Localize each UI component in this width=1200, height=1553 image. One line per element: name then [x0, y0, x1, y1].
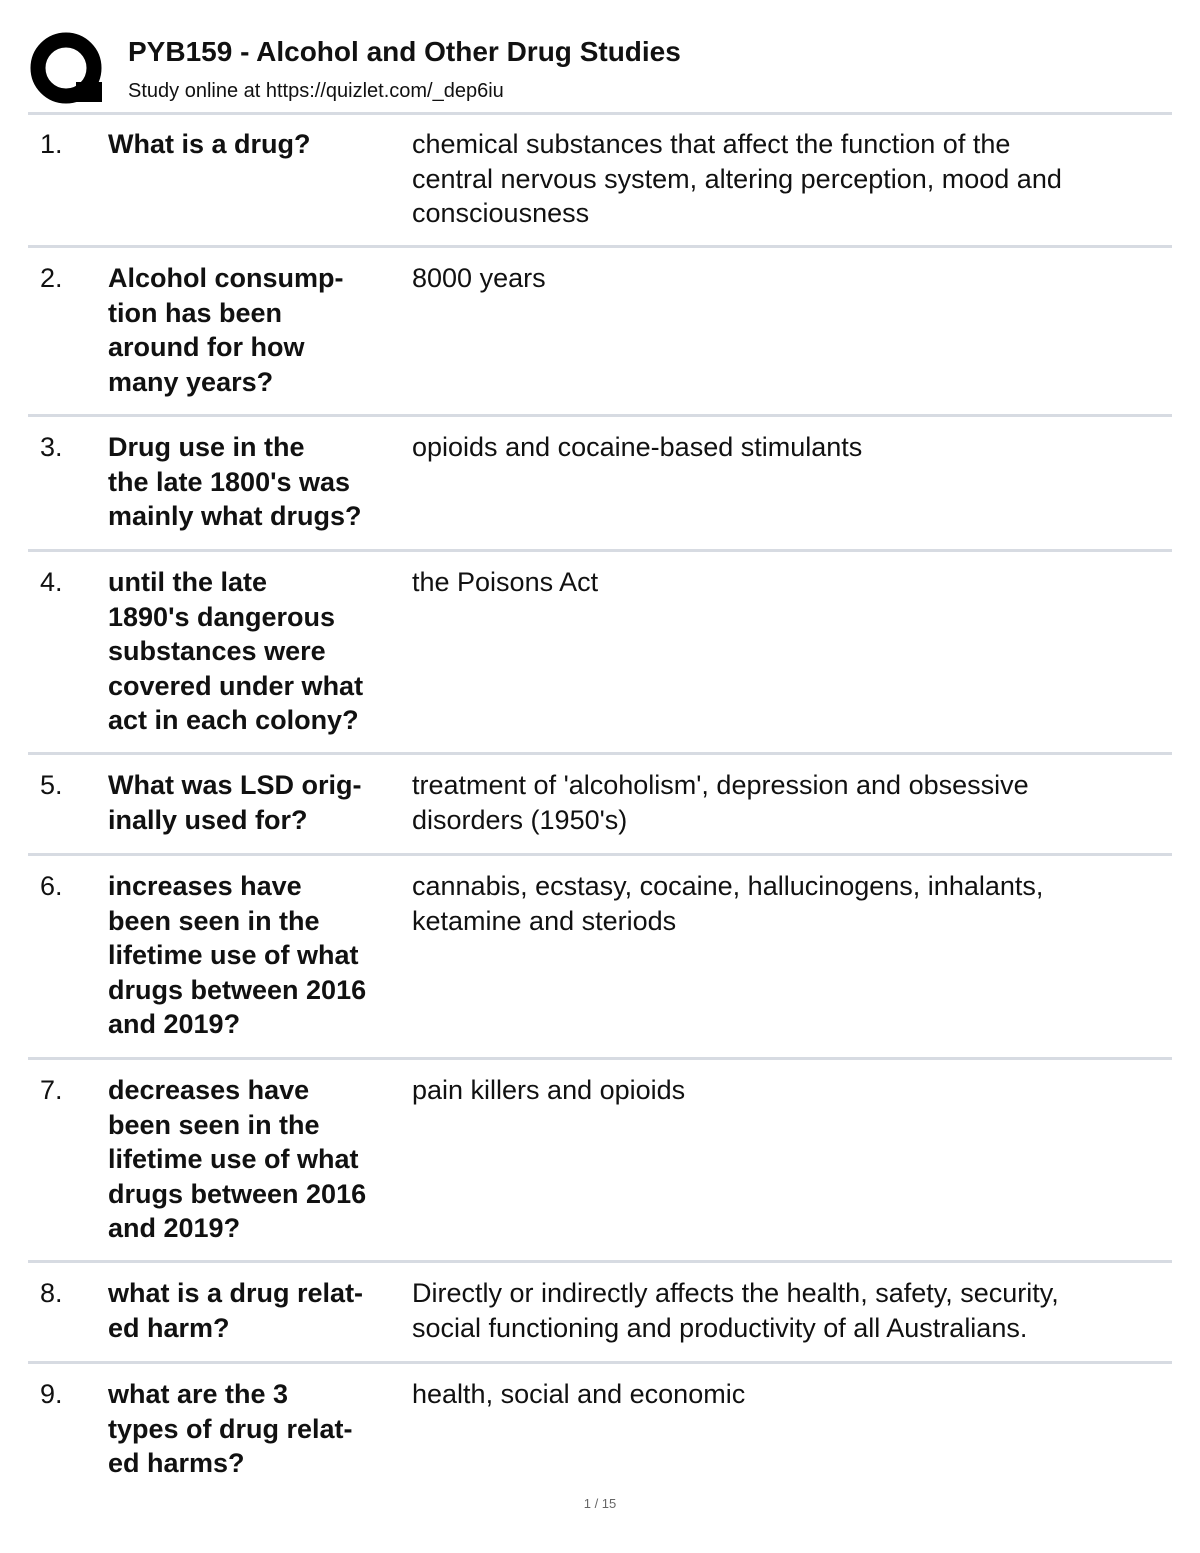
study-link: Study online at https://quizlet.com/_dep6iu — [128, 80, 504, 102]
question-line: Alcohol consump- — [108, 263, 344, 293]
question-line: what are the 3 — [108, 1379, 289, 1409]
question-line: lifetime use of what — [108, 940, 359, 970]
card-number: 6. — [40, 871, 63, 901]
answer-line: the Poisons Act — [412, 567, 599, 597]
question-line: decreases have — [108, 1075, 310, 1105]
card-question — [108, 261, 412, 414]
card-number: 3. — [40, 432, 63, 462]
card-number: 4. — [40, 567, 63, 597]
card-question — [108, 127, 412, 245]
card-answer — [412, 1073, 1172, 1260]
flashcard-row — [28, 248, 1172, 417]
question-line: lifetime use of what — [108, 1144, 359, 1174]
question-line: been seen in the — [108, 1109, 320, 1140]
answer-line: central nervous system, altering perception, mood and — [412, 163, 1062, 194]
flashcard-row — [28, 1364, 1172, 1489]
flashcard-list — [28, 114, 1172, 1489]
card-question — [108, 565, 412, 752]
card-question — [108, 430, 412, 549]
answer-line: health, social and economic — [412, 1379, 746, 1409]
page-title: PYB159 - Alcohol and Other Drug Studies — [128, 36, 681, 67]
question-line: many years? — [108, 366, 274, 397]
card-answer — [412, 565, 1172, 752]
card-number: 7. — [40, 1075, 63, 1105]
answer-line: ketamine and steriods — [412, 905, 677, 936]
question-line: inally used for? — [108, 804, 308, 835]
question-line: and 2019? — [108, 1213, 241, 1243]
question-line: 1890's dangerous — [108, 601, 336, 632]
answer-line: Directly or indirectly affects the health, safety, security, — [412, 1278, 1059, 1308]
question-line: until the late — [108, 567, 268, 597]
card-answer — [412, 768, 1172, 853]
question-line: tion has been — [108, 297, 283, 328]
flashcard-row — [28, 417, 1172, 552]
flashcard-row — [28, 755, 1172, 856]
card-number: 2. — [40, 263, 63, 293]
answer-line: treatment of 'alcoholism', depression and obsessive — [412, 770, 1029, 800]
flashcard-row — [28, 856, 1172, 1060]
question-line: ed harm? — [108, 1312, 230, 1343]
card-answer — [412, 1276, 1172, 1361]
question-line: What was LSD orig- — [108, 770, 362, 800]
answer-line: social functioning and productivity of all Australians. — [412, 1312, 1028, 1343]
card-answer — [412, 430, 1172, 549]
question-line: Drug use in the — [108, 432, 305, 462]
answer-line: 8000 years — [412, 263, 546, 293]
card-answer — [412, 261, 1172, 414]
answer-line: pain killers and opioids — [412, 1075, 686, 1105]
answer-line: chemical substances that affect the function of the — [412, 129, 1011, 159]
page-number: 1 / 15 — [583, 1496, 617, 1511]
card-question — [108, 768, 412, 853]
flashcard-row — [28, 1263, 1172, 1364]
question-line: and 2019? — [108, 1009, 241, 1039]
question-line: act in each colony? — [108, 705, 359, 735]
card-question — [108, 1073, 412, 1260]
header — [28, 28, 1172, 108]
question-line: ed harms? — [108, 1448, 245, 1478]
flashcard-row — [28, 1060, 1172, 1263]
question-line: what is a drug relat- — [108, 1278, 364, 1308]
card-number: 9. — [40, 1379, 63, 1409]
question-line: around for how — [108, 332, 305, 362]
flashcard-row — [28, 114, 1172, 248]
quizlet-logo-icon — [30, 32, 106, 108]
card-number: 1. — [40, 129, 63, 159]
question-line: types of drug relat- — [108, 1413, 353, 1444]
card-question — [108, 1276, 412, 1361]
card-answer — [412, 1377, 1172, 1489]
card-number: 8. — [40, 1278, 63, 1308]
question-line: been seen in the — [108, 905, 320, 936]
card-answer — [412, 869, 1172, 1057]
question-line: the late 1800's was — [108, 466, 351, 497]
card-number: 5. — [40, 770, 63, 800]
answer-line: disorders (1950's) — [412, 804, 628, 835]
flashcard-row — [28, 552, 1172, 755]
question-line: increases have — [108, 871, 302, 901]
answer-line: opioids and cocaine-based stimulants — [412, 432, 863, 462]
card-answer — [412, 127, 1172, 245]
answer-line: cannabis, ecstasy, cocaine, hallucinogens, inhalants, — [412, 871, 1044, 901]
question-line: covered under what — [108, 670, 364, 701]
question-line: drugs between 2016 — [108, 1178, 367, 1209]
answer-line: consciousness — [412, 198, 590, 228]
card-question — [108, 869, 412, 1057]
question-line: drugs between 2016 — [108, 974, 367, 1005]
question-line: mainly what drugs? — [108, 501, 362, 531]
question-line: substances were — [108, 636, 326, 666]
card-question — [108, 1377, 412, 1489]
question-line: What is a drug? — [108, 129, 311, 159]
